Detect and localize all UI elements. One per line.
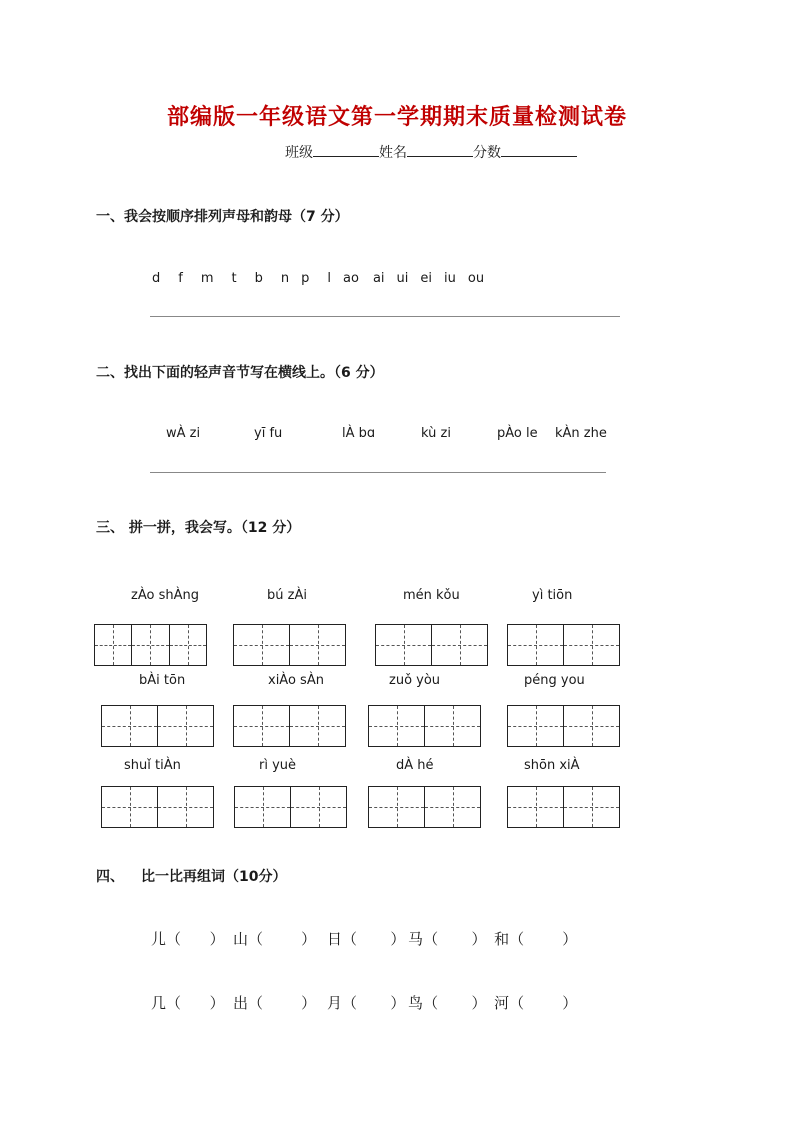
s1-item: l [327,271,332,286]
s1-item: m [200,271,214,286]
section-3-heading: 三、 拼一拼，我会写。（12 分） [96,520,301,536]
writing-grid[interactable] [234,786,347,828]
score-blank[interactable] [501,142,577,157]
s2-item: lÀ bɑ [342,426,376,441]
s2-item: kÀn zhe [555,426,607,441]
s3-pinyin: yì tiōn [532,588,573,603]
word-row-1: 儿（ ） 山（ ） 日（ ） 马（ ） 和（ ） [151,930,578,948]
word-char: 儿 [151,930,167,948]
s2-item: yī fu [254,426,283,441]
s3-pinyin: rì yuè [259,758,297,773]
s2-item: wÀ zi [166,426,201,441]
writing-grid[interactable] [94,624,207,666]
word-char: 山 [233,930,249,948]
score-label: 分数 [473,145,501,161]
s3-pinyin: shōn xiÀ [524,758,580,773]
name-label: 姓名 [379,145,407,161]
student-info-line [285,142,577,162]
writing-grid[interactable] [101,705,214,747]
s1-item: ao [343,271,359,286]
s3-pinyin: shuǐ tiÀn [124,758,181,773]
word-char: 日 [327,930,343,948]
writing-grid[interactable] [233,705,346,747]
s1-item: d [152,271,161,286]
section-2-answer-line[interactable] [150,472,606,473]
writing-grid[interactable] [368,786,481,828]
section-1-answer-line[interactable] [150,316,620,317]
s1-item: p [301,271,310,286]
section-1-heading: 一、我会按顺序排列声母和韵母（7 分） [96,209,349,225]
section-4-heading: 比一比再组词（10分） [141,869,287,885]
page-title: 部编版一年级语文第一学期期末质量检测试卷 [166,104,627,130]
writing-grid[interactable] [507,624,620,666]
word-char: 和 [494,930,510,948]
s3-pinyin: péng you [524,673,585,688]
s3-pinyin: xiÀo sÀn [268,673,324,688]
s3-pinyin: mén kǒu [403,588,460,603]
s1-item: ai [372,271,385,286]
s3-pinyin: zuǒ yòu [389,673,441,688]
s1-item: iu [444,271,456,286]
writing-grid[interactable] [101,786,214,828]
s1-item: n [280,271,290,286]
s1-item: b [254,271,263,286]
s1-item: ui [396,271,409,286]
s2-item: pÀo le [497,426,538,441]
writing-grid[interactable] [507,705,620,747]
writing-grid[interactable] [375,624,488,666]
word-char: 河 [494,994,510,1012]
s1-item: ei [420,271,433,286]
writing-grid[interactable] [368,705,481,747]
s3-pinyin: bÀi tōn [139,673,186,688]
s3-pinyin: zÀo shÀng [131,588,199,603]
word-char: 鸟 [408,994,424,1012]
s1-item: f [178,271,183,286]
writing-grid[interactable] [507,786,620,828]
s2-item: kù zi [421,426,451,441]
word-char: 几 [151,994,167,1012]
name-blank[interactable] [407,142,473,157]
s1-item: ou [467,271,485,286]
s3-pinyin: bú zÀi [267,588,307,603]
s1-item: t [231,271,237,286]
word-char: 月 [327,994,343,1012]
word-char: 出 [233,994,249,1012]
section-4-heading-number: 四、 [96,869,124,885]
section-2-heading: 二、找出下面的轻声音节写在横线上。（6 分） [96,365,384,381]
word-char: 马 [408,930,424,948]
class-label: 班级 [285,145,313,161]
s3-pinyin: dÀ hé [396,758,434,773]
word-row-2: 几（ ） 出（ ） 月（ ） 鸟（ ） 河（ ） [151,994,578,1012]
writing-grid[interactable] [233,624,346,666]
class-blank[interactable] [313,142,379,157]
section-1-items [152,271,484,286]
